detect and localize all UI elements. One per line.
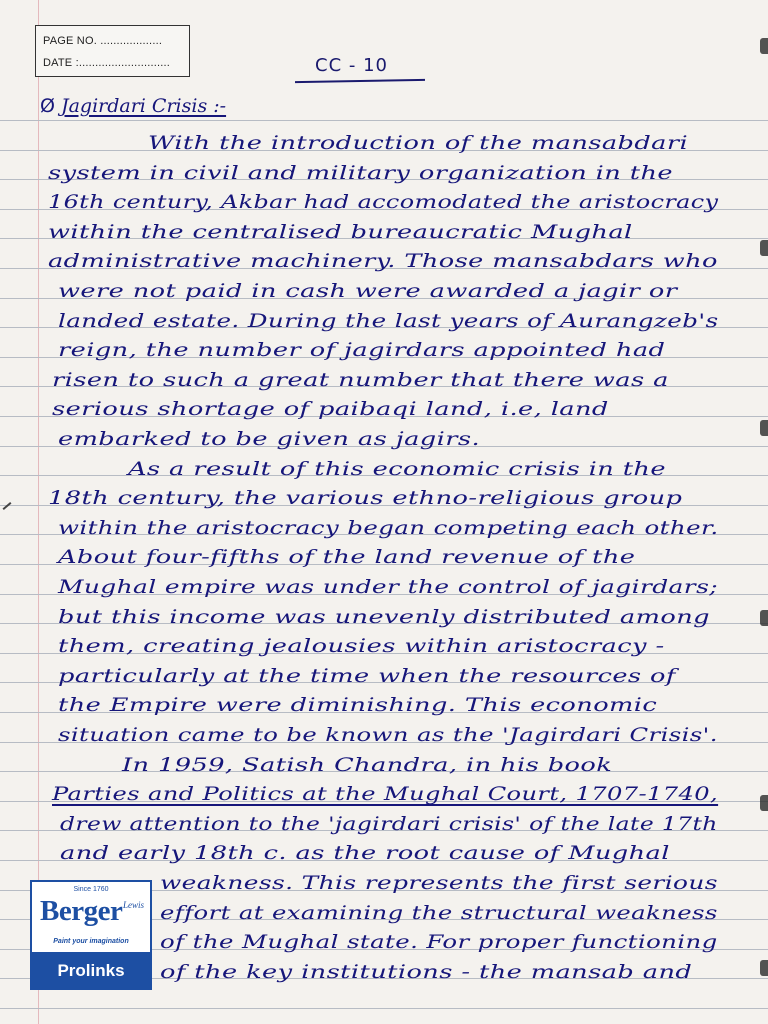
page-info-box [35,25,190,77]
text-line: Mughal empire was under the control of jagirdars; [58,576,719,598]
text-line: drew attention to the 'jagirdari crisis' of the late 17th [60,812,718,835]
logo-product-band [30,952,152,990]
course-code-underline [295,79,425,83]
section-heading [40,95,226,117]
text-line: 18th century, the various ethno-religious group [48,487,683,510]
logo-sub-brand: Lewis [122,900,144,910]
ruled-line [0,120,768,121]
margin-tick-mark [3,502,12,510]
text-line: of the key institutions - the mansab and [160,960,693,983]
berger-logo [30,880,152,990]
ruled-line [0,1008,768,1009]
text-line: risen to such a great number that there was a [52,368,669,391]
text-line: In 1959, Satish Chandra, in his book [122,753,613,776]
binding-hole [760,795,768,811]
logo-product: Prolinks [57,961,125,980]
text-line: embarked to be given as jagirs. [58,428,481,450]
text-line: effort at examining the structural weakness [160,901,718,924]
logo-since: Since 1760 [73,886,109,893]
text-line: and early 18th c. as the root cause of Mughal [60,842,670,865]
course-code: CC - 10 [315,55,388,76]
heading-text: Jagirdari Crisis :- [60,95,227,117]
text-line: within the centralised bureaucratic Mughal [48,220,633,243]
text-line: the Empire were diminishing. This economic [58,694,658,717]
text-line: were not paid in cash were awarded a jagir or [58,280,678,302]
binding-hole [760,420,768,436]
text-line: administrative machinery. Those mansabdars who [48,250,718,273]
text-line: Parties and Politics at the Mughal Court, 1707-1740, [52,783,719,806]
text-line: but this income was unevenly distributed among [58,605,710,628]
binding-hole [760,610,768,626]
text-line: landed estate. During the last years of Aurangzeb's [58,309,719,332]
logo-top [30,880,152,952]
text-line: them, creating jealousies within aristocracy - [58,635,665,658]
date-label: DATE :............................ [43,57,171,69]
logo-tagline: Paint your imagination [53,938,129,945]
text-line: within the aristocracy began competing each other. [58,516,719,539]
text-line: About four-fifths of the land revenue of the [58,546,636,569]
text-line: system in civil and military organization in the [48,161,674,184]
margin-line [38,0,39,1024]
logo-brand: Berger [40,895,123,927]
text-line: With the introduction of the mansabdari [148,132,689,154]
text-line: weakness. This represents the first serious [160,872,718,894]
text-line: serious shortage of paibaqi land, i.e, land [52,398,609,421]
page-number-label: PAGE NO. ................... [43,35,163,47]
text-line: As a result of this economic crisis in the [128,457,666,480]
binding-hole [760,960,768,976]
binding-hole [760,38,768,54]
text-line: particularly at the time when the resources of [58,664,676,687]
text-line: of the Mughal state. For proper functioning [160,931,718,954]
text-line: reign, the number of jagirdars appointed had [58,339,666,362]
binding-hole [760,240,768,256]
text-line: situation came to be known as the 'Jagirdari Crisis'. [58,724,718,746]
text-line: 16th century, Akbar had accomodated the aristocracy [48,191,719,214]
heading-bullet: Ø [40,95,55,117]
